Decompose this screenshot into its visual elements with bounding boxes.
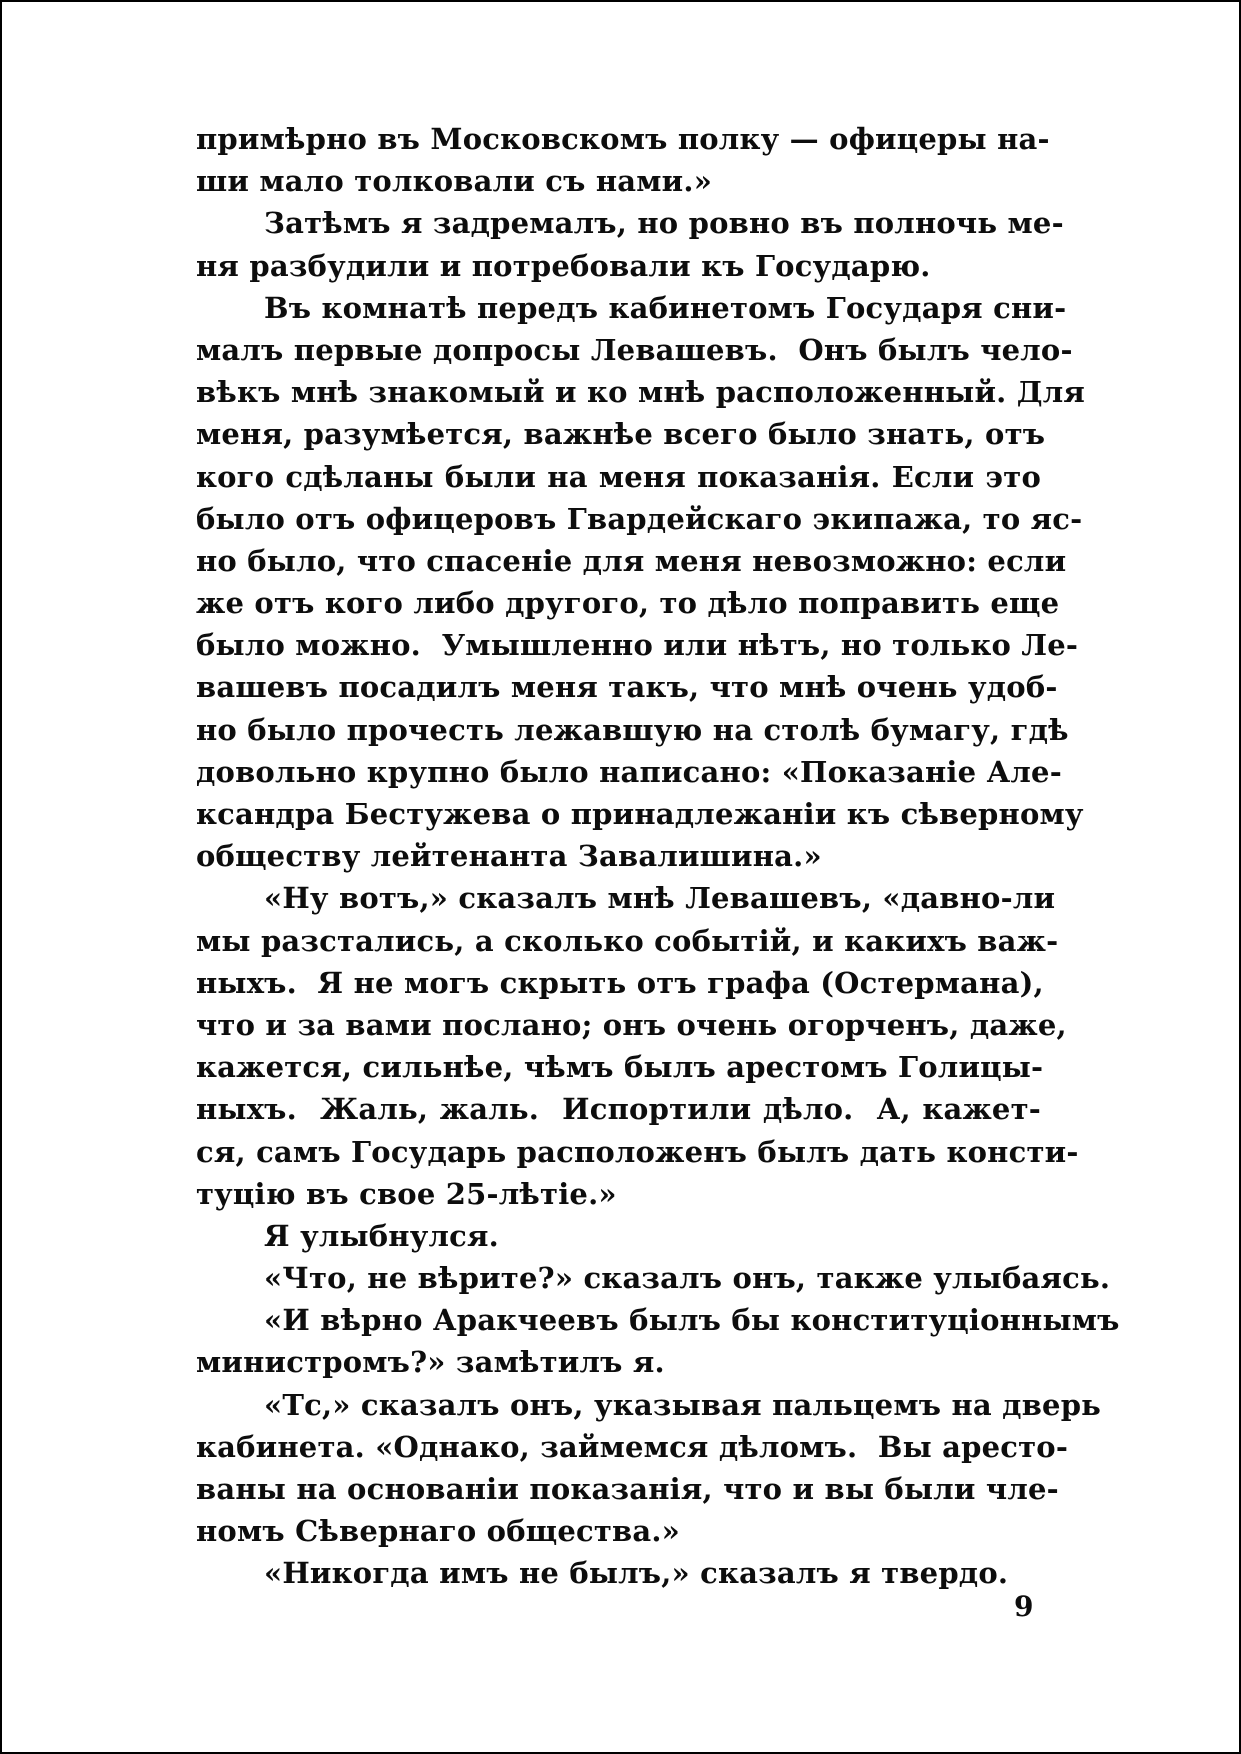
text-line: номъ Сѣвернаго общества.» — [196, 1514, 680, 1549]
text-line: кабинета. «Однако, займемся дѣломъ. Вы аресто- — [196, 1429, 1069, 1464]
text-line: ня разбудили и потребовали къ Государю. — [196, 248, 931, 283]
text-line: «Никогда имъ не былъ,» сказалъ я твердо. — [264, 1556, 1009, 1591]
text-line: кого сдѣланы были на меня показанія. Если это — [196, 459, 1041, 494]
text-line: вашевъ посадилъ меня такъ, что мнѣ очень удоб- — [196, 670, 1058, 705]
text-line: «Ну вотъ,» сказалъ мнѣ Левашевъ, «давно-ли — [264, 881, 1056, 916]
text-line: обществу лейтенанта Завалишина.» — [196, 839, 822, 874]
text-line: было можно. Умышленно или нѣтъ, но только Ле- — [196, 628, 1079, 663]
page-number: 9 — [1014, 1590, 1034, 1623]
text-line: что и за вами послано; онъ очень огорченъ, даже, — [196, 1007, 1067, 1042]
text-line: примѣрно въ Московскомъ полку — офицеры на- — [196, 122, 1050, 156]
text-line: Я улыбнулся. — [264, 1218, 499, 1253]
text-line: меня, разумѣется, важнѣе всего было знать, отъ — [196, 417, 1046, 452]
text-line: же отъ кого либо другого, то дѣло поправить еще — [196, 586, 1060, 621]
text-line: вѣкъ мнѣ знакомый и ко мнѣ расположенный. Для — [196, 375, 1085, 410]
text-line: довольно крупно было написано: «Показаніе Але- — [196, 754, 1062, 789]
text-line: туцію въ свое 25-лѣтіе.» — [196, 1176, 617, 1211]
text-line: ваны на основаніи показанія, что и вы были чле- — [196, 1472, 1059, 1506]
body-text — [196, 118, 1120, 1595]
text-line: но было прочесть лежавшую на столѣ бумагу, гдѣ — [196, 712, 1069, 747]
text-line: «Что, не вѣрите?» сказалъ онъ, также улыбаясь. — [264, 1261, 1111, 1296]
text-line: «Тс,» сказалъ онъ, указывая пальцемъ на дверь — [264, 1387, 1102, 1422]
text-line: но было, что спасеніе для меня невозможно: если — [196, 543, 1067, 578]
text-line: ши мало толковали съ нами.» — [196, 164, 713, 199]
text-line: малъ первые допросы Левашевъ. Онъ былъ чело- — [196, 332, 1073, 367]
text-line: ныхъ. Жаль, жаль. Испортили дѣло. А, кажет- — [196, 1092, 1041, 1127]
text-line: министромъ?» замѣтилъ я. — [196, 1345, 665, 1380]
text-line: ксандра Бестужева о принадлежаніи къ сѣверному — [196, 797, 1084, 831]
text-line: Затѣмъ я задремалъ, но ровно въ полночь ме- — [264, 206, 1064, 241]
text-line: ныхъ. Я не могъ скрыть отъ графа (Остермана), — [196, 965, 1044, 1000]
text-line: мы разстались, а сколько событій, и какихъ важ- — [196, 923, 1059, 958]
text-line: «И вѣрно Аракчеевъ былъ бы конституціоннымъ — [264, 1303, 1120, 1338]
text-line: кажется, сильнѣе, чѣмъ былъ арестомъ Голицы- — [196, 1050, 1044, 1085]
text-line: было отъ офицеровъ Гвардейскаго экипажа, то яс- — [196, 501, 1083, 536]
text-line: ся, самъ Государь расположенъ былъ дать консти- — [196, 1134, 1079, 1169]
text-line: Въ комнатѣ передъ кабинетомъ Государя сни- — [264, 290, 1067, 325]
